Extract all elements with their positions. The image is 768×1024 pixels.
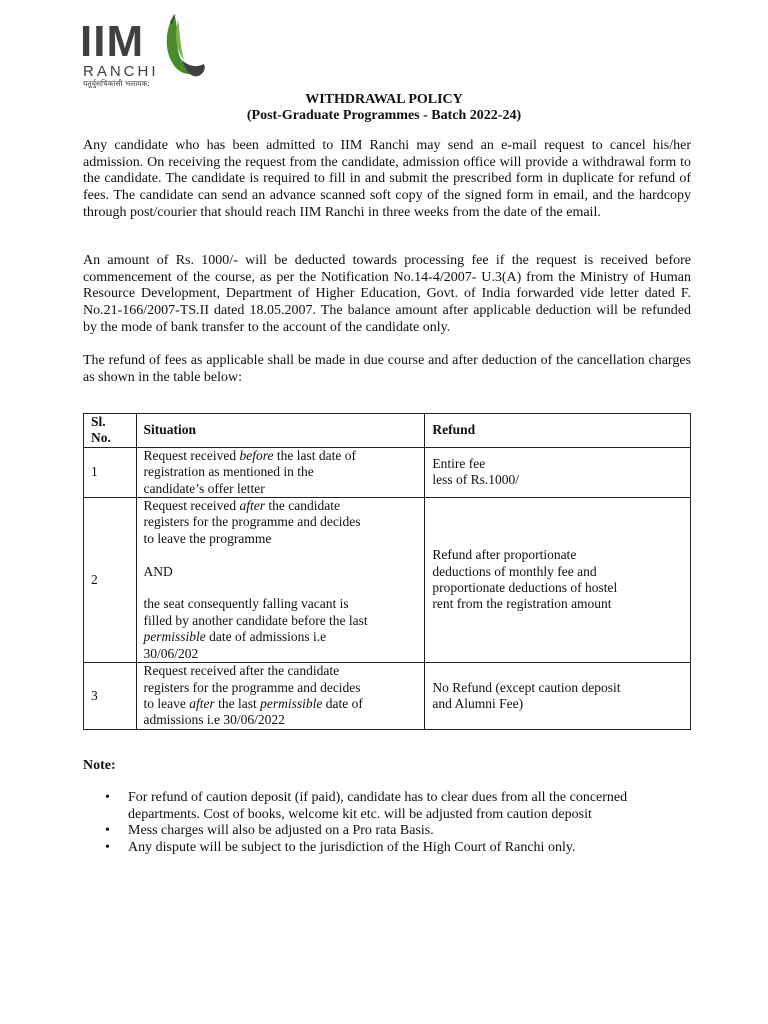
list-item: • Any dispute will be subject to the jurisdiction of the High Court of Ranchi only. [83,840,691,857]
paragraph-refund-intro: The refund of fees as applicable shall be made in due course and after deduction of the cancellation charges as shown in the table below: [83,353,691,385]
row-situation: Request received before the last date of registration as mentioned in the candidate’s offer letter [136,447,425,497]
paragraph-admission-cancel: Any candidate who has been admitted to IIM Ranchi may send an e-mail request to cancel his/her admission. On receiving the request from the candidate, admission office will provide a withdrawal form to the candidate. The candidate is required to fill in and submit the prescribed form in duplicate for refund of fees. The candidate can send an advance scanned soft copy of the signed form in email, and the hardcopy through post/courier that should reach IIM Ranchi in three weeks from the date of the email. [83,138,691,220]
table-row [84,498,691,663]
document-subtitle: (Post-Graduate Programmes - Batch 2022-24) [246,108,522,123]
document-title: WITHDRAWAL POLICY [305,92,463,107]
row-refund: Entire fee less of Rs.1000/ [425,447,691,497]
row-sl: 1 [84,447,137,497]
refund-table [83,413,691,730]
row-refund: No Refund (except caution deposit and Alumni Fee) [425,663,691,730]
row-refund: Refund after proportionate deductions of monthly fee and proportionate deductions of hostel rent from the registration amount [425,498,691,663]
logo-wordmark: IIM [80,17,145,66]
header-sl-no: Sl. No. [84,414,137,448]
logo-motto: यतुर्युसचिकासी भलायक: [83,79,150,88]
list-item: • For refund of caution deposit (if paid), candidate has to clear dues from all the concerned departments. Cost of books, welcome kit etc. will be adjusted from caution deposit [83,790,691,823]
list-item: • Mess charges will also be adjusted on a Pro rata Basis. [83,823,691,840]
table-row [84,663,691,730]
header-refund: Refund [425,414,691,448]
row-sl: 2 [84,498,137,663]
paragraph-processing-fee: An amount of Rs. 1000/- will be deducted towards processing fee if the request is received before commencement of the course, as per the Notification No.14-4/2007- U.3(A) from the Ministry of Human Resource Development, Department of Higher Education, Govt. of India forwarded vide letter dated F. No.21-166/2007-TS.II dated 18.05.2007. The balance amount after applicable deduction will be refunded by the mode of bank transfer to the account of the candidate only. [83,253,691,335]
note-label: Note: [83,758,116,773]
table-header-row [84,414,691,448]
header-situation: Situation [136,414,425,448]
note-list [83,790,691,857]
row-sl: 3 [84,663,137,730]
bird-emblem-icon [160,10,210,90]
row-situation: Request received after the candidate registers for the programme and decides to leave the programme AND the seat consequently falling vacant is filled by another candidate before the last permissible date of admissions i.e 30/06/202 [136,498,425,663]
row-situation: Request received after the candidate registers for the programme and decides to leave after the last permissible date of admissions i.e 30/06/2022 [136,663,425,730]
logo-city: RANCHI [83,63,159,80]
iim-ranchi-logo [80,10,210,90]
table-row [84,447,691,497]
